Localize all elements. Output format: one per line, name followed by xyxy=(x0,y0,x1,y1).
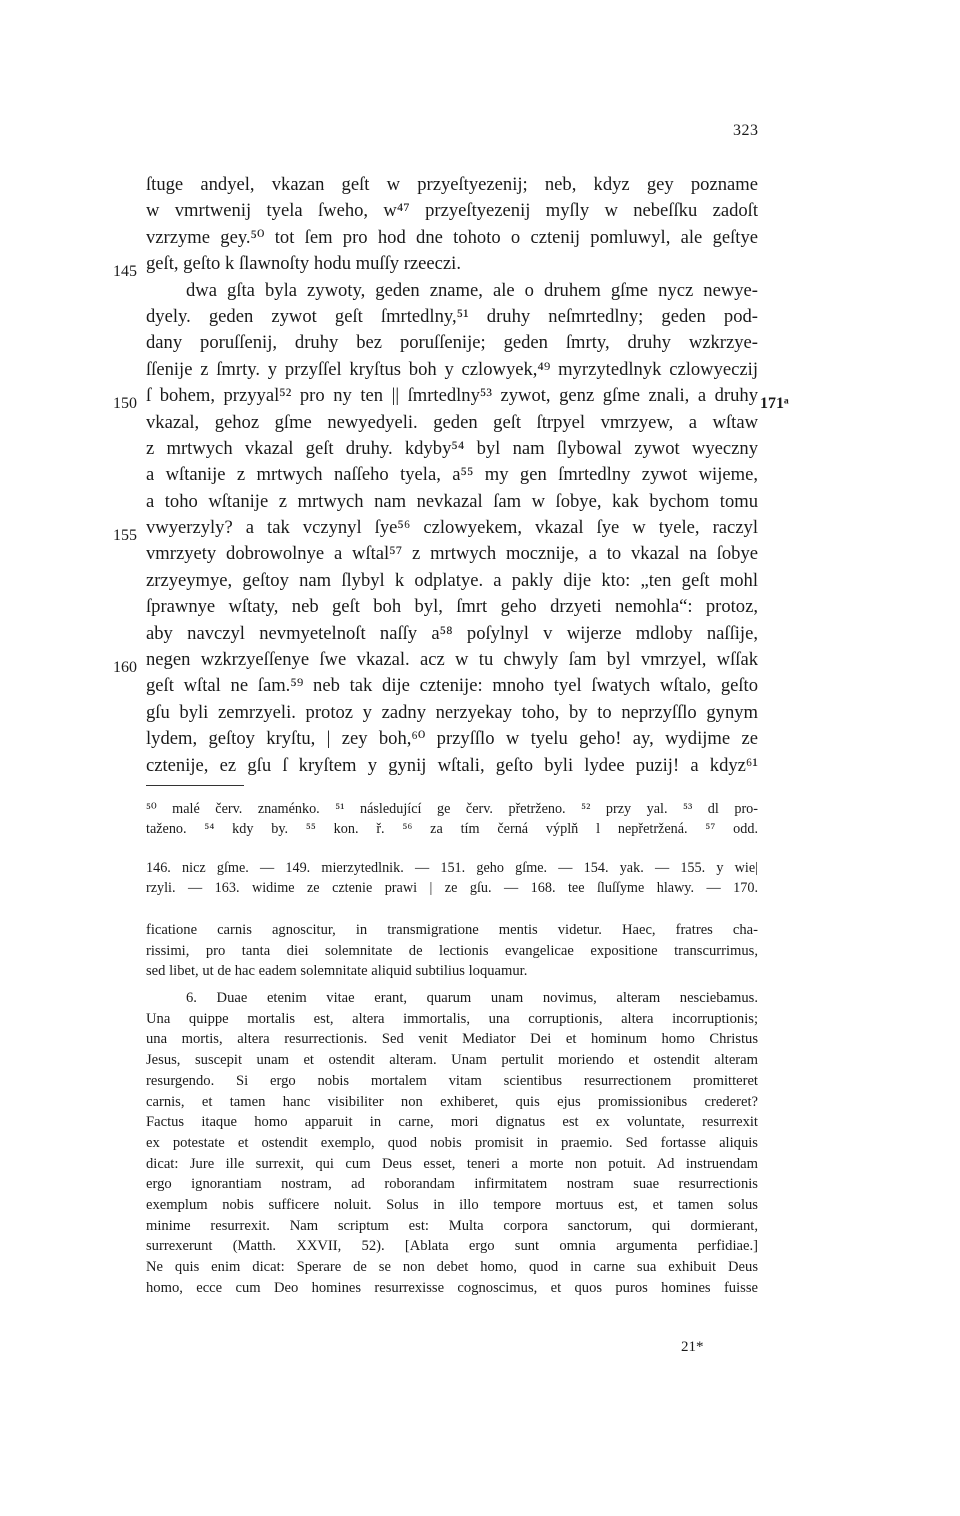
note-line: 146. nicz gſme. — 149. mierzytedlnik. — 151. geho gſme. — 154. yak. — 155. y wie| xyxy=(146,860,758,876)
page-number: 323 xyxy=(733,122,759,139)
text-line: geſt, geſto k ſlawnoſty hodu muſſy rzeeczi. xyxy=(146,253,461,275)
latin-line: rissimi, pro tanta diei solemnitate de lectionis evangelicae expositione transcurrimus, xyxy=(146,942,758,959)
text-line: cztenije, ez gſu ſ kryſtem y gynij wſtali, geſto byli lydee puzij! a kdyz⁶¹ xyxy=(146,754,758,776)
critical-apparatus xyxy=(146,800,758,839)
text-line: dyely. geden zywot geſt ſmrtedlny,⁵¹ druhy neſmrtedlny; geden pod- xyxy=(146,305,758,327)
folio-mark: 171ᵃ xyxy=(760,395,789,412)
latin-line: Jesus, suscepit unam et ostendit alteram. Unam pertulit moriendo et ostendit alteram xyxy=(146,1052,758,1069)
latin-line: ficatione carnis agnoscitur, in transmigratione mentis videtur. Haec, fratres cha- xyxy=(146,922,758,938)
text-line: ſ bohem, przyyal⁵² pro ny ten || ſmrtedlny⁵³ zywot, genz gſme znali, a druhy xyxy=(146,385,758,407)
text-line: negen wzkrzyeſſenye ſwe vkazal. acz w tu chwyly ſam byl vmrzyel, wſſak xyxy=(146,649,758,671)
signature-mark: 21* xyxy=(681,1339,704,1355)
text-line: ſtuge andyel, vkazan geſt w przyeſtyezenij; neb, kdyz gey pozname xyxy=(146,174,758,195)
latin-line: resurgendo. Si ergo nobis mortalem vitam scientibus resurrectionem promitteret xyxy=(146,1072,758,1089)
text-line: vwyerzyly? a tak vczynyl ſye⁵⁶ czlowyekem, vkazal ſye w tyele, raczyl xyxy=(146,517,758,539)
czech-main-text xyxy=(146,172,758,779)
footnote-separator xyxy=(146,785,244,786)
text-line: z mrtwych vkazal geſt druhy. kdyby⁵⁴ byl nam ſlybowal zywot wyeczny xyxy=(146,437,758,459)
latin-line: exemplum nobis sufficere noluit. Solus in illo tempore mortuus est, et tamen solus xyxy=(146,1196,758,1213)
latin-line: ex potestate et ostendit exemplo, quod nobis promisit in praemio. Sed fortasse aliquis xyxy=(146,1134,758,1151)
note-line: taženo. ⁵⁴ kdy by. ⁵⁵ kon. ř. ⁵⁶ za tím černá výplň l nepřetržená. ⁵⁷ odd. xyxy=(146,820,758,837)
latin-line: Una quippe mortalis est, altera immortalis, una corruptionis, altera incorruptionis; xyxy=(146,1010,758,1027)
text-line: vkazal, gehoz gſme newyedyeli. geden geſt ſtrpyel vmrzyew, a wſtaw xyxy=(146,411,758,433)
text-line: aby navczyl nevmyetelnoſt naſſy a⁵⁸ poſylnyl v wijerze mdloby naſſije, xyxy=(146,622,758,644)
latin-line: una mortis, altera resurrectionis. Sed venit Mediator Dei et hominum homo Christus xyxy=(146,1031,758,1048)
latin-line: surrexerunt (Matth. XXVII, 52). [Ablata ergo sunt omnia argumenta perfidiae.] xyxy=(146,1238,758,1255)
text-line: a wſtanije z mrtwych naſſeho tyela, a⁵⁵ my gen ſmrtedlny zywot wijeme, xyxy=(146,464,758,486)
latin-source-text xyxy=(146,920,758,1298)
line-number: 150 xyxy=(113,395,137,412)
text-line: zrzyeymye, geſtoy nam ſlybyl k odplatye. a pakly dije kto: „ten geſt mohl xyxy=(146,569,758,591)
text-line: vmrzyety dobrowolnye a wſtal⁵⁷ z mrtwych mocznije, a to vkazal na ſobye xyxy=(146,543,758,565)
text-line: lydem, geſtoy kryſtu, | zey boh,⁶⁰ przyſſlo w tyelu geho! ay, wydijme ze xyxy=(146,728,758,750)
text-line: w vmrtwenij tyela ſweho, w⁴⁷ przyeſtyezenij myſly w nebeſſku zadoſt xyxy=(146,200,758,222)
latin-line: sed libet, ut de hac eadem solemnitate aliquid subtilius loquamur. xyxy=(146,963,528,980)
note-line: ⁵⁰ malé červ. znaménko. ⁵¹ následující ge červ. přetrženo. ⁵² przy yal. ⁵³ dl pro- xyxy=(146,801,758,817)
text-line: geſt wſtal ne ſam.⁵⁹ neb tak dije cztenije: mnoho tyel ſwatych wſtalo, geſto xyxy=(146,675,758,697)
variant-readings xyxy=(146,859,758,898)
latin-line: Factus itaque homo apparuit in carne, mori dignatus est ex voluntate, resurrexit xyxy=(146,1114,758,1131)
note-line: rzyli. — 163. widime ze cztenie prawi | ze gſu. — 168. tee ſluſſyme hlawy. — 170. xyxy=(146,879,758,896)
text-line: vzrzyme gey.⁵⁰ tot ſem pro hod dne tohoto o cztenij pomluwyl, ale geſtye xyxy=(146,226,758,248)
line-number: 145 xyxy=(113,263,137,280)
text-line: gſu byli zemrzyeli. protoz y zadny nerzyekay toho, by to neprzyſſlo gynym xyxy=(146,701,758,723)
latin-line: dicat: Jure ille surrexit, qui cum Deus esset, teneri a morte non potuit. Ad instruendam xyxy=(146,1155,758,1172)
latin-line: homo, ecce cum Deo homines resurrexisse cognoscimus, et quos puros homines fuisse xyxy=(146,1279,758,1296)
text-line: dany poruſſenij, druhy bez poruſſenije; geden ſmrty, druhy wzkrzye- xyxy=(146,332,758,354)
latin-line: 6. Duae etenim vitae erant, quarum unam novimus, alteram nesciebamus. xyxy=(186,990,758,1007)
text-line: dwa gſta byla zywoty, geden zname, ale o druhem gſme nycz newye- xyxy=(186,279,758,301)
text-line: a toho wſtanije z mrtwych nam nevkazal ſam w ſobye, kak bychom tomu xyxy=(146,490,758,512)
text-line: ſprawnye wſtaty, neb geſt boh byl, ſmrt geho drzyeti nemohla“: protoz, xyxy=(146,596,758,618)
latin-line: minime resurrexit. Nam scriptum est: Multa corpora sanctorum, qui dormierant, xyxy=(146,1217,758,1234)
line-number: 160 xyxy=(113,659,137,676)
line-number: 155 xyxy=(113,527,137,544)
latin-line: Ne quis enim dicat: Sperare de se non debet homo, quod in carne sua exhibuit Deus xyxy=(146,1259,758,1275)
latin-line: carnis, et tamen hanc visibiliter non exhiberet, quis ejus promissionibus crederet? xyxy=(146,1093,758,1110)
latin-line: ergo ignorantiam nostram, ad roborandam infirmitatem nostram suae resurrectionis xyxy=(146,1176,758,1193)
text-line: ſſenije z ſmrty. y przyſſel kryſtus boh y czlowyek,⁴⁹ myrzytedlnyk czlowyeczij xyxy=(146,358,758,380)
